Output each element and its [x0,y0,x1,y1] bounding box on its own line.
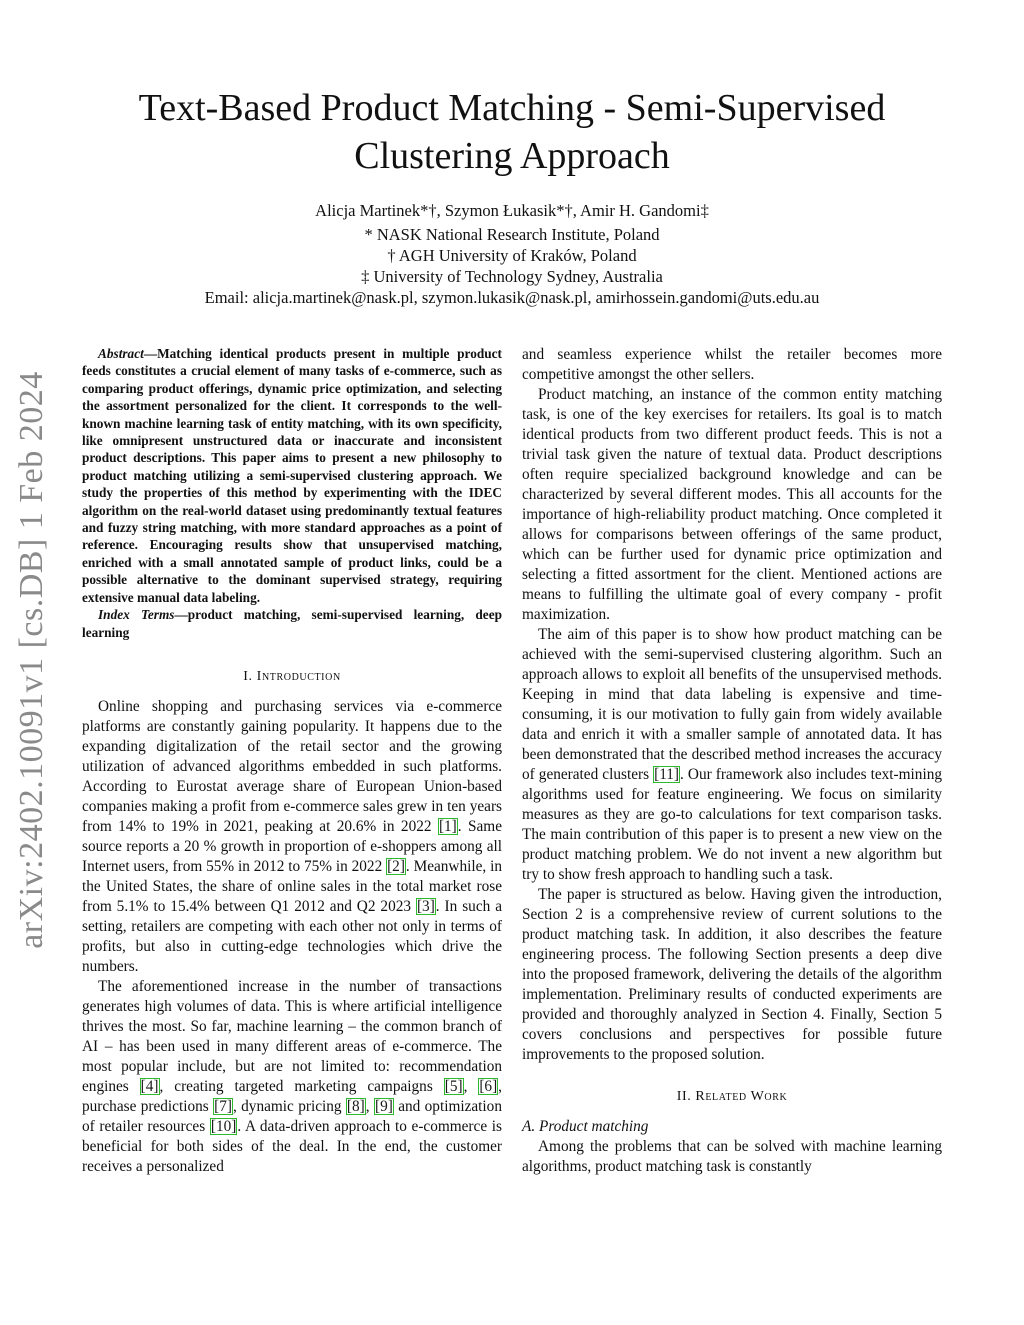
affiliation-1: * NASK National Research Institute, Poland [364,225,660,244]
subsection-heading-product-matching: A. Product matching [522,1118,649,1135]
affiliation-2: † AGH University of Kraków, Poland [387,246,637,265]
author-names: Alicja Martinek*†, Szymon Łukasik*†, Amir H. Gandomi‡ [315,201,709,220]
section-heading-related-work: II. Related Work [676,1089,788,1104]
intro-paragraph-2: The aforementioned increase in the number of transactions generates high volumes of data. This is where artificial intelligence thrives the most. So far, machine learning – the common branch of AI – has been used in many different areas of e-commerce. The most popular include, but are not limited to: recommendation engines [4], creating targeted marketing campaigns [5], [6], purchase predictions [7], dynamic pricing [8], [9] and optimization of retailer resources [10]. A data-driven approach to e-commerce is beneficial for both sides of the deal. In the end, the customer receives a personalized [82,977,502,1175]
right-column [522,345,942,1177]
citation-link[interactable]: [4] [140,1077,159,1095]
affiliation-3: ‡ University of Technology Sydney, Australia [361,267,663,286]
arxiv-sidebar-stamp [12,360,52,960]
intro-paragraph-4: The aim of this paper is to show how product matching can be achieved with the semi-supervised clustering algorithm. Such an approach allows to exploit all benefits of the unsupervised methods. Keeping in mind that data labeling is expensive and time-consuming, it is our motivation to fully gain from widely available data and enrich it with a smaller sample of annotated data. It has been demonstrated that the described method increases the accuracy of generated clusters [11]. Our framework also includes text-mining algorithms used for feature engineering. We focus on similarity measures as they are go-to calculations for text comparison tasks. The main contribution of this paper is to present a new view on the product matching problem. We do not invent a new algorithm but try to show fresh approach to handling such a task. [522,626,942,883]
author-emails: Email: alicja.martinek@nask.pl, szymon.lukasik@nask.pl, amirhossein.gandomi@uts.edu.au [204,288,820,307]
citation-link[interactable]: [7] [214,1097,232,1115]
intro-paragraph-5: The paper is structured as below. Having given the introduction, Section 2 is a comprehensive review of current solutions to the product matching task. In addition, it also describes the feature engineering process. The following Section presents a deep dive into the proposed framework, delivering the details of the algorithm implementation. Preliminary results of conducted experiments are provided and thoroughly analyzed in Section 4. Finally, Section 5 covers conclusions and perspectives for possible future improvements to the proposed solution. [522,886,942,1063]
citation-link[interactable]: [11] [654,766,680,783]
left-column [82,345,502,1177]
paper-title: Text-Based Product Matching - Semi-Supervised Clustering Approach [138,87,886,177]
abstract: Abstract—Matching identical products present in multiple product feeds constitutes a crucial element of many tasks of e-commerce, such as comparing product offerings, dynamic price optimization, and selecting the assortment personalized for the client. It corresponds to the well-known machine learning task of entity matching, with its own specificity, like omnipresent unstructured data or inaccurate and inconsistent product descriptions. This paper aims to present a new philosophy to product matching utilizing a semi-supervised clustering approach. We study the properties of this method by experimenting with the IDEC algorithm on the real-world dataset using predominantly textual features and fuzzy string matching, with more standard approaches as a point of reference. Encouraging results show that unsupervised matching, enriched with a small annotated sample of product links, could be a possible alternative to the dominant supervised strategy, requiring extensive manual data labeling. [82,346,502,605]
citation-link[interactable]: [10] [210,1117,237,1135]
citation-link[interactable]: [5] [444,1077,463,1095]
section-heading-introduction: I. Introduction [243,668,341,684]
intro-paragraph-1: Online shopping and purchasing services via e-commerce platforms are constantly gaining popularity. It happens due to the expanding digitalization of the retail sector and the growing utilization of advanced algorithms embedded in such platforms. According to Eurostat average share of European Union-based companies making a profit from e-commerce sales grew in ten years from 14% to 19% in 2021, peaking at 20.6% in 2022 [1]. Same source reports a 20 % growth in proportion of e-shoppers among all Internet users, from 55% in 2012 to 75% in 2022 [2]. Meanwhile, in the United States, the share of online sales in the total market rose from 5.1% to 15.4% between Q1 2012 and Q2 2023 [3]. In such a setting, retailers are competing with each other not only in terms of profits, but also in cutting-edge technologies which drive the numbers. [82,697,502,975]
arxiv-id: arXiv:2402.10091v1 [cs.DB] 1 Feb 2024 [13,371,50,949]
citation-link[interactable]: [2] [387,857,405,875]
author-block [90,200,934,308]
related-paragraph-1: Among the problems that can be solved with machine learning algorithms, product matching task is constantly [522,1138,942,1175]
intro-paragraph-continued: and seamless experience whilst the retailer becomes more competitive amongst the other sellers. [522,346,942,383]
citation-link[interactable]: [9] [374,1097,393,1115]
citation-link[interactable]: [3] [416,897,435,915]
citation-link[interactable]: [8] [346,1097,365,1115]
index-terms: Index Terms—product matching, semi-supervised learning, deep learning [82,607,502,640]
intro-paragraph-3: Product matching, an instance of the common entity matching task, is one of the key exercises for retailers. Its goal is to match identical products from two different product feeds. This is not a trivial task given the nature of textual data. Product descriptions often require specialized background knowledge and can be characterized by several different modes. This all accounts for the importance of high-reliability product matching. Once completed it allows for comparisons between offerings of the same product, which can be further used for dynamic price optimization and selecting a fitted assortment for the client. Mentioned actions are means to fulfilling the ultimate goal of every company - profit maximization. [522,386,942,623]
citation-link[interactable]: [1] [438,817,457,835]
citation-link[interactable]: [6] [479,1077,498,1095]
